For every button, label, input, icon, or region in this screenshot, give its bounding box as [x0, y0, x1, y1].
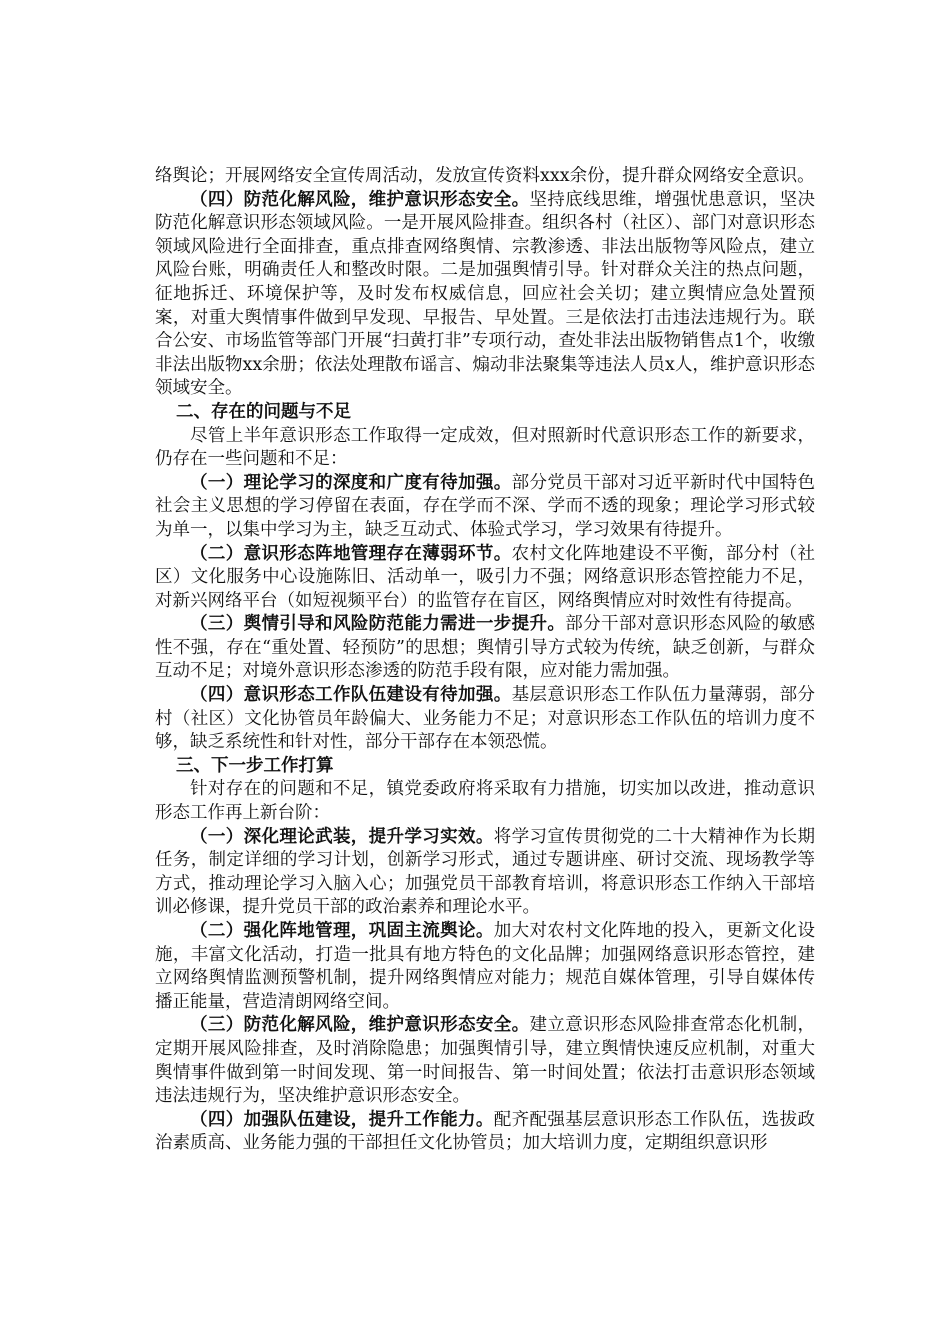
paragraph-section-3-1 — [155, 826, 815, 920]
paragraph-text: 坚持底线思维，增强忧患意识，坚决防范化解意识形态领域风险。一是开展风险排查。组织各村（社区）、部门对意识形态领域风险进行全面排查，重点排查网络舆情、宗教渗透、非法出版物等风险点，建立风险台账，明确责任人和整改时限。二是加强舆情引导。针对群众关注的热点问题，征地拆迁、环境保护等，及时发布权威信息，回应社会关切；建立舆情应急处置预案，对重大舆情事件做到早发现、早报告、早处置。三是依法打击违法违规行为。联合公安、市场监管等部门开展“扫黄打非”专项行动，查处非法出版物销售点1个，收缴非法出版物xx余册；依法处理散布谣言、煽动非法聚集等违法人员x人，维护意识形态领域安全。 — [155, 189, 815, 399]
paragraph-section-3-4 — [155, 1109, 815, 1156]
paragraph-lead: （一）深化理论武装，提升学习实效。 — [190, 826, 494, 847]
paragraph-text: 将学习宣传贯彻党的二十大精神作为长期任务，制定详细的学习计划，创新学习形式，通过专题讲座、研讨交流、现场教学等方式，推动理论学习入脑入心；加强党员干部教育培训，将意识形态工作纳入干部培训必修课，提升党员干部的政治素养和理论水平。 — [155, 826, 815, 918]
paragraph-intro-2 — [155, 425, 815, 472]
paragraph-section-1-4 — [155, 189, 815, 401]
paragraph-text: 部分干部对意识形态风险的敏感性不强，存在“重处置、轻预防”的思想；舆情引导方式较为传统，缺乏创新，与群众互动不足；对境外意识形态渗透的防范手段有限，应对能力需加强。 — [155, 614, 816, 682]
paragraph-text: 部分党员干部对习近平新时代中国特色社会主义思想的学习停留在表面，存在学而不深、学而不透的现象；理论学习形式较为单一，以集中学习为主，缺乏互动式、体验式学习，学习效果有待提升。 — [155, 472, 816, 540]
paragraph-lead: （四）防范化解风险，维护意识形态安全。 — [190, 189, 530, 210]
paragraph-section-2-1 — [155, 472, 815, 543]
paragraph-intro-3 — [155, 778, 815, 825]
paragraph-lead: （三）舆情引导和风险防范能力需进一步提升。 — [190, 614, 566, 635]
paragraph-section-3-2 — [155, 920, 815, 1014]
paragraph-text: 农村文化阵地建设不平衡，部分村（社区）文化服务中心设施陈旧、活动单一，吸引力不强；网络意识形态管控能力不足，对新兴网络平台（如短视频平台）的监管存在盲区，网络舆情应对时效性有待提高。 — [155, 543, 816, 611]
paragraph-text: 基层意识形态工作队伍力量薄弱，部分村（社区）文化协管员年龄偏大、业务能力不足；对意识形态工作队伍的培训力度不够，缺乏系统性和针对性，部分干部存在本领恐慌。 — [155, 685, 816, 753]
document-page — [155, 165, 815, 1156]
paragraph-lead: （三）防范化解风险，维护意识形态安全。 — [190, 1015, 530, 1036]
paragraph-text: 建立意识形态风险排查常态化机制，定期开展风险排查，及时消除隐患；加强舆情引导，建立舆情快速反应机制，对重大舆情事件做到第一时间发现、第一时间报告、第一时间处置；依法打击意识形态领域违法违规行为，坚决维护意识形态安全。 — [155, 1015, 815, 1107]
paragraph-text: 针对存在的问题和不足，镇党委政府将采取有力措施，切实加以改进，推动意识形态工作再上新台阶： — [155, 779, 815, 824]
paragraph-text: 尽管上半年意识形态工作取得一定成效，但对照新时代意识形态工作的新要求，仍存在一些问题和不足： — [155, 425, 815, 470]
paragraph-lead: （一）理论学习的深度和广度有待加强。 — [190, 472, 512, 493]
paragraph-text: 络舆论；开展网络安全宣传周活动，发放宣传资料xxx余份，提升群众网络安全意识。 — [155, 166, 815, 186]
paragraph-lead: （四）加强队伍建设，提升工作能力。 — [190, 1109, 494, 1130]
paragraph-continued — [155, 165, 815, 189]
paragraph-text: 配齐配强基层意识形态工作队伍，选拔政治素质高、业务能力强的干部担任文化协管员；加大培训力度，定期组织意识形 — [155, 1109, 815, 1154]
paragraph-section-2-3 — [155, 613, 815, 684]
paragraph-section-2-2 — [155, 543, 815, 614]
paragraph-section-3-3 — [155, 1014, 815, 1108]
paragraph-section-2-4 — [155, 684, 815, 755]
paragraph-lead: （二）强化阵地管理，巩固主流舆论。 — [190, 921, 494, 941]
paragraph-lead: （四）意识形态工作队伍建设有待加强。 — [190, 685, 512, 706]
paragraph-lead: （二）意识形态阵地管理存在薄弱环节。 — [190, 543, 512, 564]
paragraph-text: 加大对农村文化阵地的投入，更新文化设施，丰富文化活动，打造一批具有地方特色的文化品牌；加强网络意识形态管控，建立网络舆情监测预警机制，提升网络舆情应对能力；规范自媒体管理，引导自媒体传播正能量，营造清朗网络空间。 — [155, 921, 815, 1012]
section-heading-2: 二、存在的问题与不足 — [176, 401, 351, 422]
section-heading-3: 三、下一步工作打算 — [176, 755, 334, 776]
